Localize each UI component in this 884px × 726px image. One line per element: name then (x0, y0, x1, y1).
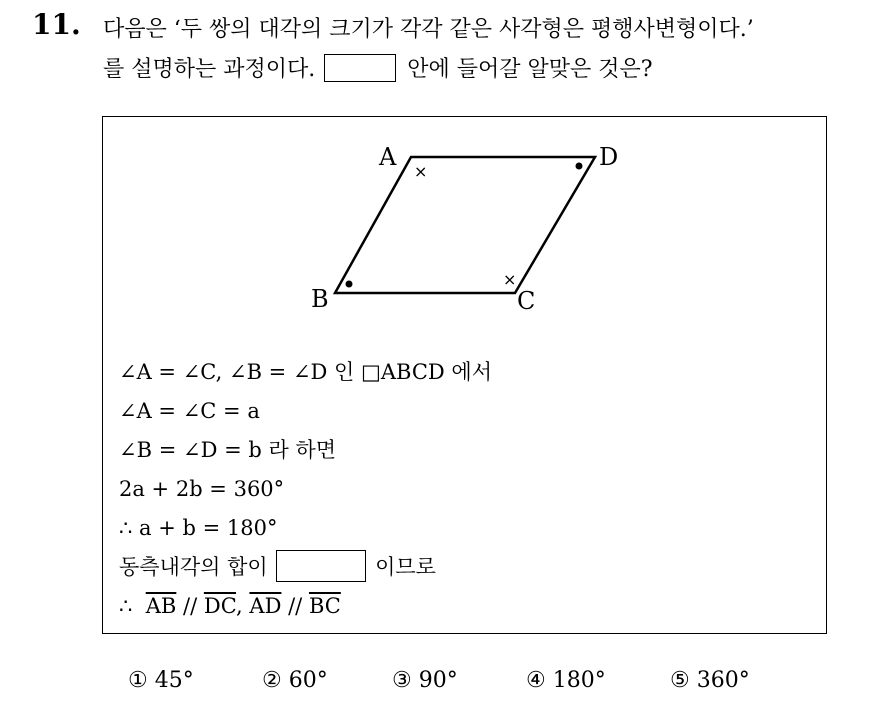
segment-bc: $\overline{BC}$ (308, 594, 341, 618)
choice-3-value: 90° (418, 668, 458, 693)
vertex-label-c: C (517, 287, 536, 315)
answer-blank (324, 54, 396, 82)
choice-5[interactable] (670, 668, 750, 693)
vertex-label-a: A (379, 143, 397, 171)
choice-2[interactable] (262, 668, 328, 693)
proof-line-4: 2a + 2b = 360° (119, 477, 285, 501)
parallel-symbol-2: // (288, 594, 303, 618)
segment-ab: $\overline{AB}$ (145, 594, 177, 618)
question-number: 11. (32, 8, 81, 41)
segment-dc: $\overline{DC}$ (203, 594, 237, 618)
proof-line-3-text: 라 하면 (268, 438, 337, 462)
choice-3-number: ③ (392, 668, 412, 693)
choice-4-number: ④ (526, 668, 546, 693)
proof-line-6-after: 이므로 (375, 555, 436, 579)
question-text-line1: 다음은 ‘두 쌍의 대각의 크기가 각각 같은 사각형은 평행사변형이다.’ (103, 17, 754, 42)
parallel-symbol-1: // (183, 594, 198, 618)
choice-2-number: ② (262, 668, 282, 693)
question-text-line2-before: 를 설명하는 과정이다. (103, 57, 316, 82)
choice-1-number: ① (128, 668, 148, 693)
choice-4[interactable] (526, 668, 606, 693)
question-text-line2-after: 안에 들어갈 알맞은 것은? (407, 57, 653, 82)
proof-line-6 (119, 548, 492, 587)
proof-line-7 (119, 587, 492, 626)
proof-answer-blank (276, 550, 366, 582)
angle-b-dot-mark (346, 281, 353, 288)
angle-c-cross-mark: × (503, 270, 517, 289)
vertex-label-b: B (311, 285, 329, 313)
proof-line-2: ∠A = ∠C = a (119, 399, 260, 423)
parallelogram-shape (335, 157, 595, 293)
angle-a-cross-mark: × (414, 162, 428, 181)
choice-5-number: ⑤ (670, 668, 690, 693)
choice-1[interactable] (128, 668, 194, 693)
angle-d-dot-mark (576, 163, 583, 170)
question-text-line2 (103, 52, 653, 83)
comma: , (236, 594, 243, 618)
proof-line-5: ∴ a + b = 180° (119, 516, 278, 540)
proof-line-6-before: 동측내각의 합이 (119, 555, 268, 579)
therefore-symbol: ∴ (119, 594, 133, 618)
choice-1-value: 45° (154, 668, 194, 693)
proof-text (119, 353, 492, 626)
parallelogram-figure (103, 117, 825, 347)
vertex-label-d: D (599, 143, 619, 171)
choice-2-value: 60° (288, 668, 328, 693)
choice-3[interactable] (392, 668, 458, 693)
proof-line-3 (119, 431, 492, 470)
choice-5-value: 360° (696, 668, 750, 693)
segment-ad: $\overline{AD}$ (249, 594, 282, 618)
choice-4-value: 180° (552, 668, 606, 693)
proof-line-1: ∠A = ∠C, ∠B = ∠D 인 □ABCD 에서 (119, 360, 492, 384)
proof-line-3-math: ∠B = ∠D = b (119, 438, 262, 462)
proof-box (102, 116, 827, 634)
